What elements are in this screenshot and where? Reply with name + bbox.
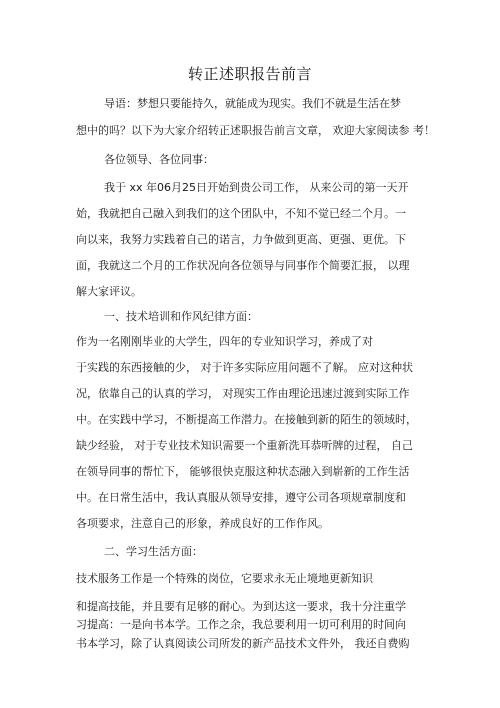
paragraph-line: 向以来，我努力实践着自己的诺言，力争做到更高、更强、更优。下 xyxy=(76,233,406,246)
paragraph-line: 导语：梦想只要能持久，就能成为现实。我们不就是生活在梦 xyxy=(104,97,401,110)
paragraph-line: 况，依靠自己的认真的学习， 对现实工作由理论迅速过渡到实际工作 xyxy=(76,387,410,400)
section-heading: 一、技术培训和作风纪律方面： xyxy=(104,310,258,323)
paragraph-line: 于实践的东西接触的少， 对于许多实际应用问题不了解。 应对这种状 xyxy=(76,361,413,374)
paragraph-line: 习提高：一是向书本学。工作之余，我总要利用一切可利用的时间向 xyxy=(76,618,406,631)
paragraph-line: 始，我就把自己融入到我们的这个团队中，不知不觉已经二个月。一 xyxy=(76,207,406,220)
paragraph-line: 想中的吗？以下为大家介绍转正述职报告前言文章， 欢迎大家阅读参 考！ xyxy=(76,124,435,137)
paragraph-line: 各项要求，注意自己的形象，养成良好的工作作风。 xyxy=(76,517,329,530)
document-title: 转正述职报告前言 xyxy=(187,65,312,83)
paragraph-line: 中。在日常生活中，我认真服从领导安排，遵守公司各项规章制度和 xyxy=(76,491,406,504)
paragraph-line: 和提高技能，并且要有足够的耐心。为到达这一要求，我十分注重学 xyxy=(76,600,406,613)
paragraph-line: 在领导同事的帮忙下， 能够很快克服这种状态融入到崭新的工作生活 xyxy=(76,465,410,478)
salutation: 各位领导、各位同事： xyxy=(104,153,214,166)
paragraph-line: 书本学习，除了认真阅读公司所发的新产品技术文件外， 我还自费购 xyxy=(76,637,410,650)
paragraph-line: 解大家评议。 xyxy=(76,285,142,298)
paragraph-line: 缺少经验， 对于专业技术知识需要一个重新洗耳恭听牌的过程， 自己 xyxy=(76,439,413,452)
paragraph-line: 中。在实践中学习，不断提高工作潜力。在接触到新的陌生的领域时， xyxy=(76,413,417,426)
paragraph-line: 面，我就这二个月的工作状况向各位领导与同事作个简要汇报， 以理 xyxy=(76,259,410,272)
paragraph-line: 作为一名刚刚毕业的大学生，四年的专业知识学习，养成了对 xyxy=(76,335,373,348)
paragraph-line: 技术服务工作是一个特殊的岗位，它要求永无止境地更新知识 xyxy=(76,572,373,585)
section-heading: 二、学习生活方面： xyxy=(104,545,203,558)
paragraph-line: 我于 xx 年06月25日开始到贵公司工作， 从来公司的第一天开 xyxy=(104,181,409,194)
